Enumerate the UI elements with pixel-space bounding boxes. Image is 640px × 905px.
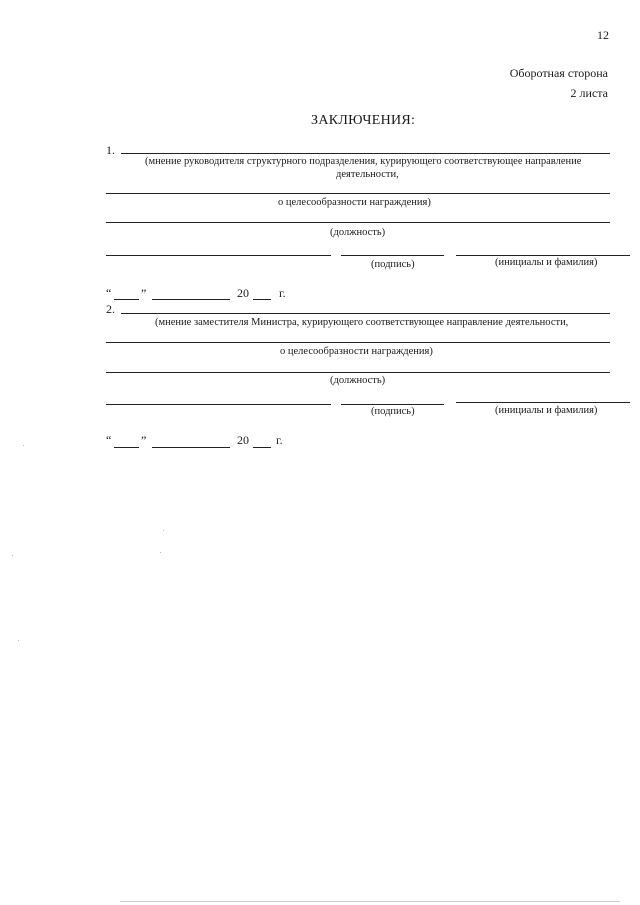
section-1-date-year-line[interactable] — [253, 299, 271, 300]
section-1-signature-line[interactable] — [341, 255, 444, 256]
section-1-opinion-line-2[interactable] — [106, 193, 610, 194]
section-2-date-open-quote: “ — [106, 433, 112, 447]
scan-speck — [23, 445, 24, 446]
section-1-date-close-quote: ” — [141, 286, 147, 300]
section-2-caption-signature: (подпись) — [371, 406, 415, 417]
section-2-name-line[interactable] — [456, 402, 630, 403]
section-1-position-line[interactable] — [106, 222, 610, 223]
page-number: 12 — [597, 28, 609, 42]
section-1-caption-activity: деятельности, — [336, 169, 399, 180]
section-2-date-month-line[interactable] — [152, 447, 230, 448]
section-1-caption-opinion: (мнение руководителя структурного подразделения, курирующего соответствующее направление — [145, 156, 582, 167]
section-1-number: 1. — [106, 143, 115, 157]
section-1-caption-name: (инициалы и фамилия) — [495, 257, 598, 268]
section-1-caption-position: (должность) — [330, 227, 386, 238]
section-1-name-line[interactable] — [456, 255, 630, 256]
section-1-date-year-prefix: 20 — [237, 286, 249, 300]
section-1-opinion-line-1[interactable] — [121, 153, 610, 154]
header-sheet-label: 2 листа — [570, 86, 608, 100]
scan-speck — [160, 552, 161, 553]
section-2-number: 2. — [106, 302, 115, 316]
scan-speck — [163, 530, 164, 531]
section-1-position-line-2[interactable] — [106, 255, 331, 256]
section-2-opinion-line-1[interactable] — [121, 313, 610, 314]
section-1-date-month-line[interactable] — [152, 299, 230, 300]
section-2-caption-opinion: (мнение заместителя Министра, курирующего соответствующее направление деятельности, — [155, 317, 569, 328]
section-1-caption-reward: о целесообразности награждения) — [278, 197, 431, 208]
section-2-opinion-line-2[interactable] — [106, 342, 610, 343]
bottom-edge-mark — [120, 901, 620, 902]
section-2-caption-name: (инициалы и фамилия) — [495, 405, 598, 416]
section-2-position-line-2[interactable] — [106, 404, 331, 405]
section-1-date-suffix: г. — [279, 286, 286, 300]
section-2-date-close-quote: ” — [141, 433, 147, 447]
section-1-date-day-line[interactable] — [114, 299, 139, 300]
section-2-date-suffix: г. — [276, 433, 283, 447]
section-2-caption-position: (должность) — [330, 375, 386, 386]
scan-speck — [18, 640, 19, 641]
section-2-caption-reward: о целесообразности награждения) — [280, 346, 433, 357]
section-2-signature-line[interactable] — [341, 404, 444, 405]
scan-speck — [12, 555, 13, 556]
section-2-date-day-line[interactable] — [114, 447, 139, 448]
section-2-date-year-line[interactable] — [253, 447, 271, 448]
section-1-caption-signature: (подпись) — [371, 259, 415, 270]
header-side-label: Оборотная сторона — [509, 66, 608, 80]
section-2-position-line[interactable] — [106, 372, 610, 373]
page-title: ЗАКЛЮЧЕНИЯ: — [311, 113, 416, 128]
section-2-date-year-prefix: 20 — [237, 433, 249, 447]
section-1-date-open-quote: “ — [106, 286, 112, 300]
